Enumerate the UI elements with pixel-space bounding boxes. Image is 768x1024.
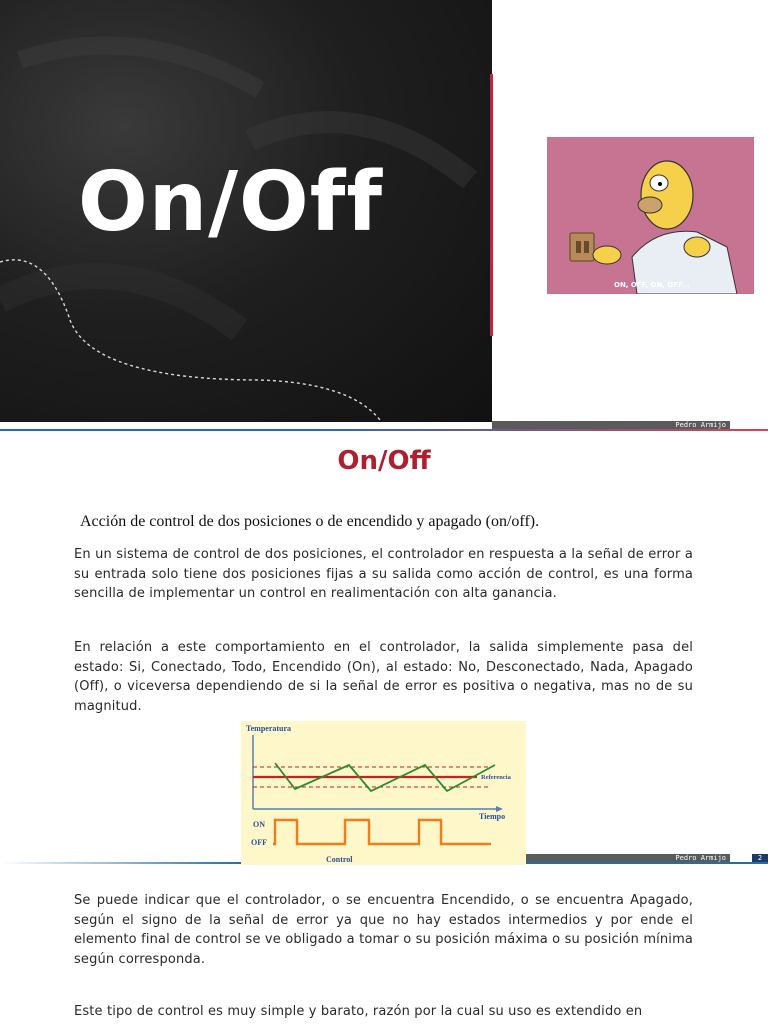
paragraph-1: En un sistema de control de dos posiciones, el controlador en respuesta a la señal de error a su entrada solo tiene dos posiciones fijas a su salida como acción de control, es una forma sencilla de implementar un control en realimentación con alta ganancia. [74, 547, 693, 601]
accent-divider [490, 74, 493, 336]
x-axis-label: Tiempo [479, 812, 506, 821]
light-switch-icon [570, 233, 594, 261]
on-off-diagram [241, 721, 526, 865]
footer-author: Pedro Armijo [675, 854, 726, 862]
slide-separator [0, 862, 241, 864]
reference-label: Referencia [481, 774, 511, 781]
control-signal [273, 820, 491, 844]
homer-switch-image [547, 137, 754, 294]
slide-separator-right [526, 862, 768, 864]
slide-title: On/Off [78, 155, 384, 250]
control-label: Control [326, 855, 353, 864]
slide-subtitle: Acción de control de dos posiciones o de encendido y apagado (on/off). [80, 513, 540, 530]
content-slide-title: On/Off [337, 446, 431, 476]
paragraph-2: En relación a este comportamiento en el controlador, la salida simplemente pasa del estado: Si, Conectado, Todo, Encendido (On), al estado: No, Desconectado, Nada, Apagado (Off), o viceversa dependiendo de si la señal de error es positiva o negativa, mas no de su magnitud. [74, 640, 693, 714]
y-axis-label: Temperatura [246, 724, 292, 733]
slide-separator [0, 429, 768, 431]
off-label: OFF [251, 838, 267, 847]
paragraph-3: Se puede indicar que el controlador, o se encuentra Encendido, o se encuentra Apagado, según el signo de la señal de error ya que no hay estados intermedios y por ende el elemento final de control se ve obligado a tomar o su posición máxima o su posición mínima según corresponda. [74, 893, 693, 967]
page-number: 2 [752, 854, 768, 863]
paragraph-4: Este tipo de control es muy simple y barato, razón por la cual su uso es extendido en [74, 1004, 643, 1019]
title-slide [0, 0, 768, 430]
svg-text:ON, OFF, ON, OFF...: ON, OFF, ON, OFF... [614, 281, 690, 289]
on-label: ON [253, 820, 265, 829]
footer-author: Pedro Armijo [675, 421, 726, 429]
